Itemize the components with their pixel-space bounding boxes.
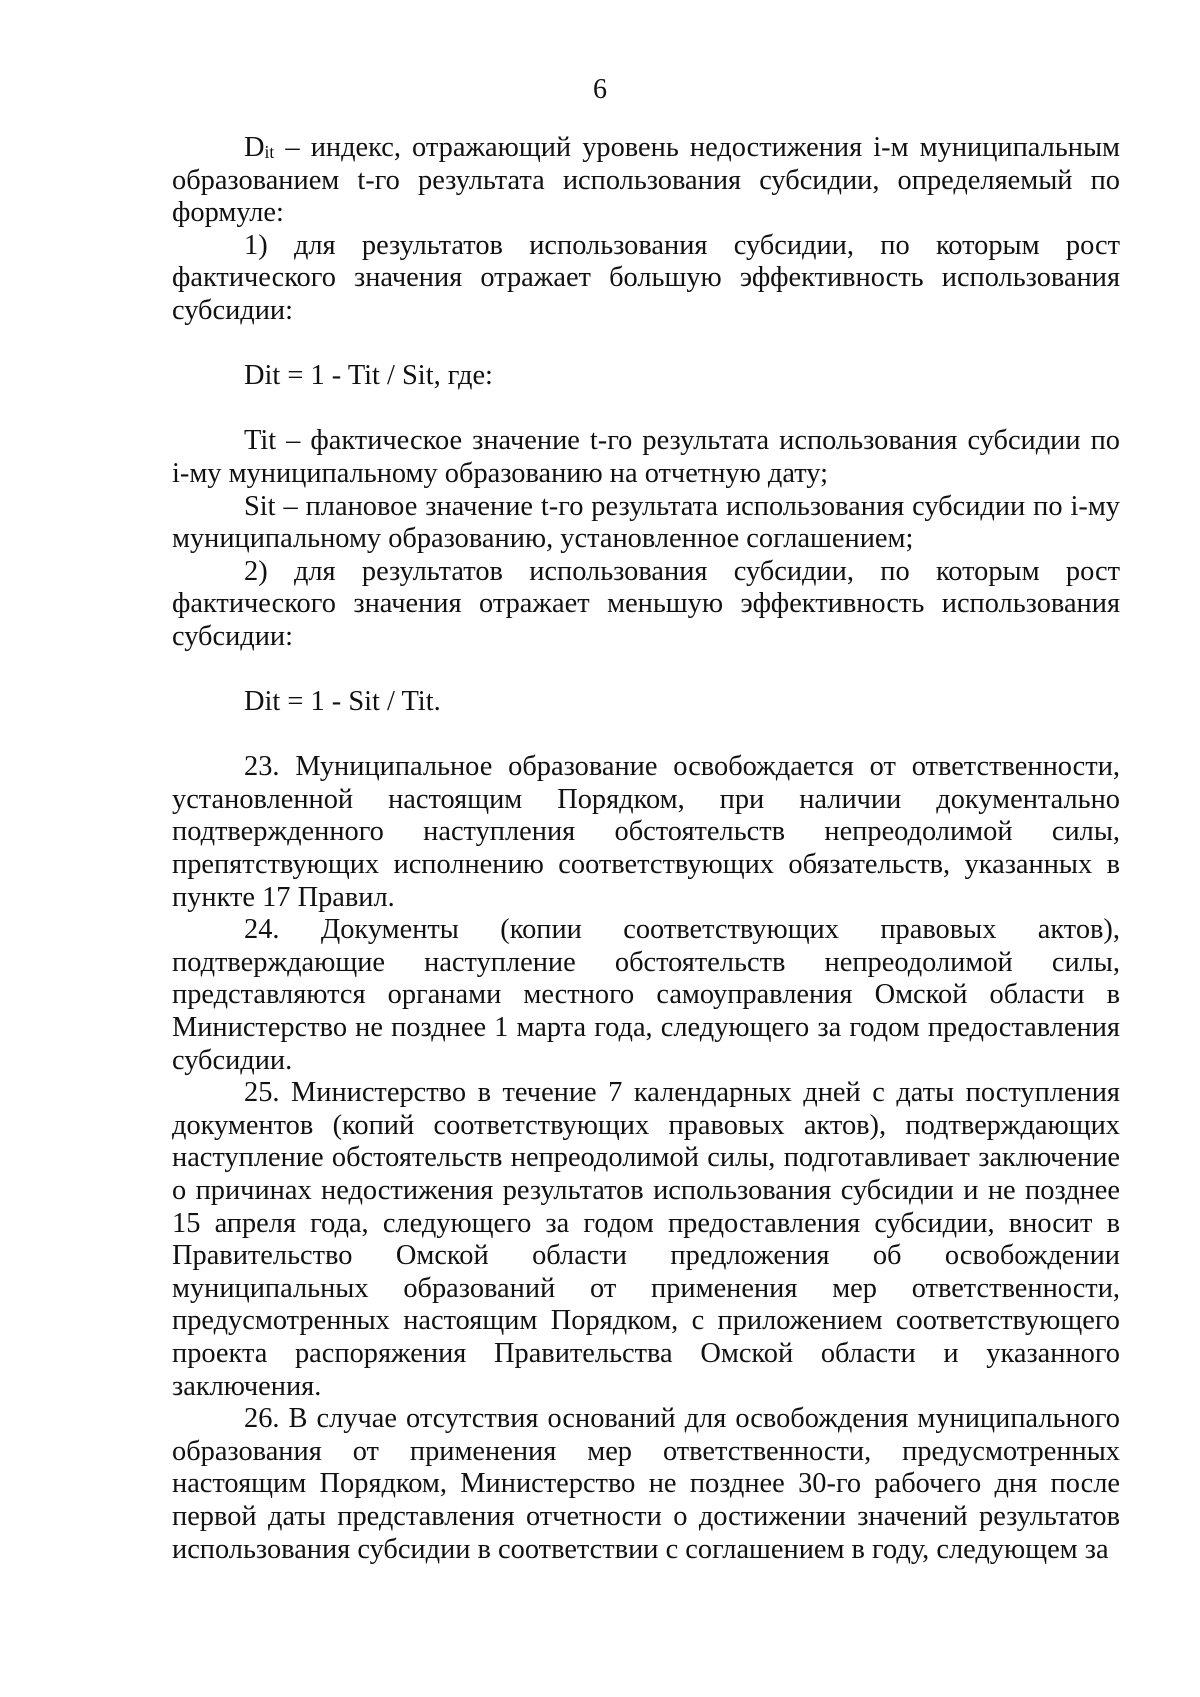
- spacer: [172, 654, 1120, 687]
- formula-1: Dit = 1 - Tit / Sit, где:: [244, 360, 493, 392]
- dit-definition-text: – индекс, отражающий уровень недостижения i-м муниципальным образованием t-го результата использования субсидии, определяемый по формуле:: [172, 132, 1120, 229]
- spacer: [172, 393, 1120, 426]
- tit-definition-paragraph: Tit – фактическое значение t-го результата использования субсидии по i-му муниципальному образованию на отчетную дату;: [172, 425, 1120, 489]
- paragraph-25: 25. Министерство в течение 7 календарных дней с даты поступления документов (копий соответствующих правовых актов), подтверждающих наступление обстоятельств непреодолимой силы, подготавливает заключение о причинах недостижения результатов использования субсидии и не позднее 15 апреля года, следующего за годом предоставления субсидии, вносит в Правительство Омской области предложения об освобождении муниципальных образований от применения мер ответственности, предусмотренных настоящим Порядком, с приложением соответствующего проекта распоряжения Правительства Омской области и указанного заключения.: [172, 1077, 1120, 1402]
- case-2-paragraph: 2) для результатов использования субсидии, по которым рост фактического значения отражает меньшую эффективность использования субсидии:: [172, 555, 1120, 652]
- paragraph-24: 24. Документы (копии соответствующих правовых актов), подтверждающие наступление обстоятельств непреодолимой силы, представляются органами местного самоуправления Омской области в Министерство не позднее 1 марта года, следующего за годом предоставления субсидии.: [172, 914, 1120, 1076]
- case-1-paragraph: 1) для результатов использования субсидии, по которым рост фактического значения отражает большую эффективность использования субсидии:: [172, 229, 1120, 326]
- dit-symbol: D: [244, 132, 265, 163]
- paragraph-26: 26. В случае отсутствия оснований для освобождения муниципального образования от применения мер ответственности, предусмотренных настоящим Порядком, Министерство не позднее 30-го рабочего дня после первой даты представления отчетности о достижении значений результатов использования субсидии в соответствии с соглашением в году, следующем за: [172, 1403, 1120, 1565]
- dit-subscript: it: [264, 142, 275, 163]
- spacer: [172, 328, 1120, 361]
- sit-definition-paragraph: Sit – плановое значение t-го результата использования субсидии по i-му муниципальному образованию, установленное соглашением;: [172, 490, 1120, 555]
- dit-definition-paragraph: [172, 132, 1120, 230]
- formula-2: Dit = 1 - Sit / Tit.: [244, 686, 441, 718]
- spacer: [172, 719, 1120, 752]
- paragraph-23: 23. Муниципальное образование освобождается от ответственности, установленной настоящим Порядком, при наличии документально подтвержденного наступления обстоятельств непреодолимой силы, препятствующих исполнению соответствующих обязательств, указанных в пункте 17 Правил.: [172, 751, 1120, 913]
- page-number: 6: [593, 74, 607, 105]
- document-body: [172, 132, 1120, 1566]
